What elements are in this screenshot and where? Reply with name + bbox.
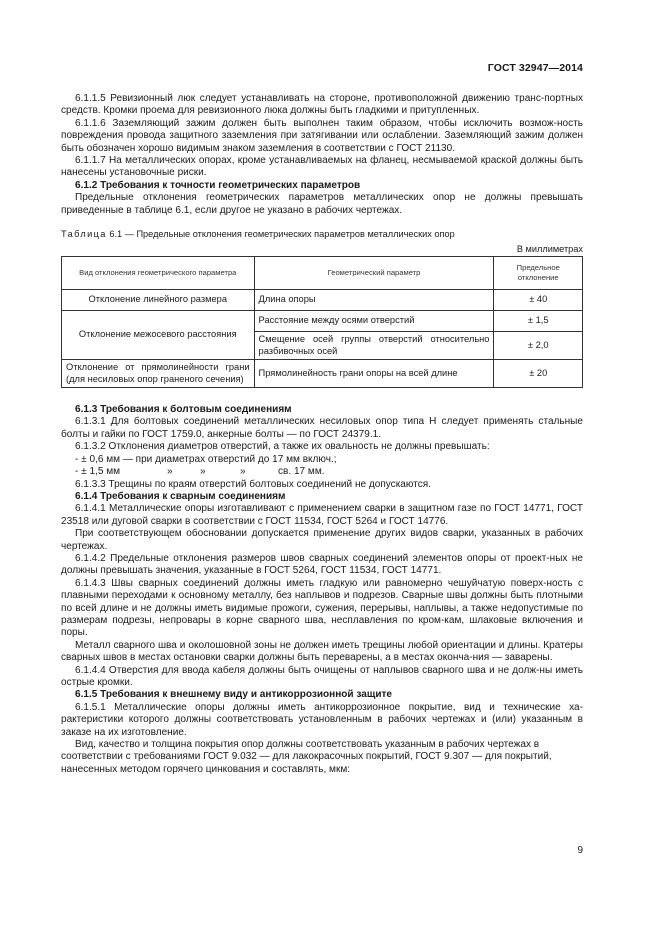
cell-value: ± 20: [494, 360, 583, 388]
dash2-a: - ± 1,5 мм: [75, 466, 121, 478]
dash-item-1: - ± 0,6 мм — при диаметрах отверстий до 17 мм включ.;: [75, 453, 337, 465]
cell-value: ± 1,5: [494, 311, 583, 332]
heading-615: 6.1.5 Требования к внешнему виду и антикоррозионной защите: [75, 689, 393, 701]
paragraph-6132: 6.1.3.2 Отклонения диаметров отверстий, а также их овальность не должны превышать:: [75, 441, 490, 453]
deviation-table: [61, 256, 583, 388]
heading-612: 6.1.2 Требования к точности геометрических параметров: [75, 179, 361, 191]
paragraph-6151: 6.1.5.1 Металлические опоры должны иметь антикоррозионное покрытие, вид и технические ха-рактеристики которого должны соответствовать установленным в рабочих чертежах и (или) указанным в заказе на их изготовление.: [61, 701, 583, 738]
dash-item-2: [61, 466, 583, 478]
table-caption-prefix: Таблица: [61, 229, 107, 240]
table-units: В миллиметрах: [516, 244, 583, 255]
paragraph-6141b: При соответствующем обосновании допускается применение других видов сварки, указанных в рабочих чертежах.: [61, 528, 583, 552]
table-row: [62, 311, 583, 332]
table-caption: [61, 228, 583, 240]
cell-type: Отклонение межосевого расстояния: [62, 311, 255, 360]
table-caption-text: 6.1 — Предельные отклонения геометрических параметров металлических опор: [106, 229, 455, 240]
header-parameter: Геометрический параметр: [254, 257, 494, 290]
paragraph-6142: 6.1.4.2 Предельные отклонения размеров швов сварных соединений элементов опоры от проект-ных не должны превышать значения, указанные в ГОСТ 5264, ГОСТ 11534, ГОСТ 14771.: [61, 552, 583, 577]
paragraph-6141: 6.1.4.1 Металлические опоры изготавливают с применением сварки в защитном газе по ГОСТ 14771, ГОСТ 23518 или дуговой сварки в соответствии с ГОСТ 11534, ГОСТ 5264 и ГОСТ 14776.: [61, 503, 583, 527]
paragraph-6117: 6.1.1.7 На металлических опорах, кроме устанавливаемых на фланец, несмываемой краской должны быть нанесены установочные риски.: [61, 155, 583, 179]
paragraph-6116: 6.1.1.6 Заземляющий зажим должен быть выполнен таким образом, чтобы исключить возмож-ность повреждения провода защитного заземления при затягивании или ослаблении. Заземляющий зажим должен быть обозначен хорошо видимым знаком заземления в соответствии с ГОСТ 21130.: [61, 117, 583, 154]
cell-value: ± 2,0: [494, 332, 583, 360]
paragraph-6143b: Металл сварного шва и околошовной зоны не должен иметь трещины любой ориентации и длины. Кратеры сварных швов в местах остановки сварки должны быть переварены, а в местах оконча-ния — заварены.: [61, 639, 583, 664]
dash2-e: св. 17 мм.: [278, 466, 325, 478]
table-header-row: [62, 257, 583, 290]
cell-param: Смещение осей группы отверстий относительно разбивочных осей: [254, 332, 494, 360]
paragraph-6131: 6.1.3.1 Для болтовых соединений металлических несиловых опор типа Н следует применять стальные болты и гайки по ГОСТ 1759.0, анкерные болты — по ГОСТ 24379.1.: [61, 416, 583, 440]
table-row: [62, 360, 583, 388]
page-number: 9: [577, 845, 583, 856]
dash2-c: »: [200, 466, 206, 478]
table-row: [62, 290, 583, 311]
paragraph-6151b: Вид, качество и толщина покрытия опор должны соответствовать указанным в рабочих чертежах в соответствии с требованиями ГОСТ 9.032 — для лакокрасочных покрытий, ГОСТ 9.307 — для покрытий, нанесенных методом горячего цинкования и составлять, мкм:: [61, 739, 552, 775]
header-limit: Предельное отклонение: [494, 257, 583, 290]
sections-613-615: [61, 404, 583, 776]
header-deviation-type: Вид отклонения геометрического параметра: [62, 257, 255, 290]
cell-param: Прямолинейность грани опоры на всей длине: [254, 360, 494, 388]
paragraph-6143: 6.1.4.3 Швы сварных соединений должны иметь гладкую или равномерно чешуйчатую поверх-ность с плавными переходами к основному металлу, без наплывов и подрезов. Сварные швы должны быть плотными по всей длине и не должны иметь видимые прожоги, сужения, перерывы, наплывы, а также недопустимые по размерам подрезы, непровары в корне сварного шва, несплавления по кром-кам, шлаковые включения и поры.: [61, 577, 583, 639]
paragraph-6133: 6.1.3.3 Трещины по краям отверстий болтовых соединений не допускаются.: [75, 478, 431, 490]
standard-number: ГОСТ 32947—2014: [487, 62, 583, 74]
cell-param: Длина опоры: [254, 290, 494, 311]
document-body: [61, 93, 583, 776]
dash2-b: »: [167, 466, 173, 478]
paragraph-6115: 6.1.1.5 Ревизионный люк следует устанавливать на стороне, противоположной движению транс-портных средств. Кромки проема для ревизионного люка должны быть гладкими и притупленных.: [61, 93, 583, 117]
dash2-d: »: [240, 466, 246, 478]
heading-613: 6.1.3 Требования к болтовым соединениям: [75, 404, 292, 416]
cell-value: ± 40: [494, 290, 583, 311]
paragraph-612: Предельные отклонения геометрических параметров металлических опор не должны превышать приведенные в таблице 6.1, если другое не указано в рабочих чертежах.: [61, 192, 583, 216]
paragraph-6144: 6.1.4.4 Отверстия для ввода кабеля должны быть очищены от наплывов сварного шва и не долж-ны иметь острые кромки.: [61, 664, 583, 688]
cell-type: Отклонение от прямолинейности грани (для несиловых опор граненого сечения): [62, 360, 255, 388]
cell-param: Расстояние между осями отверстий: [254, 311, 494, 332]
heading-614: 6.1.4 Требования к сварным соединениям: [75, 490, 286, 502]
cell-type: Отклонение линейного размера: [62, 290, 255, 311]
